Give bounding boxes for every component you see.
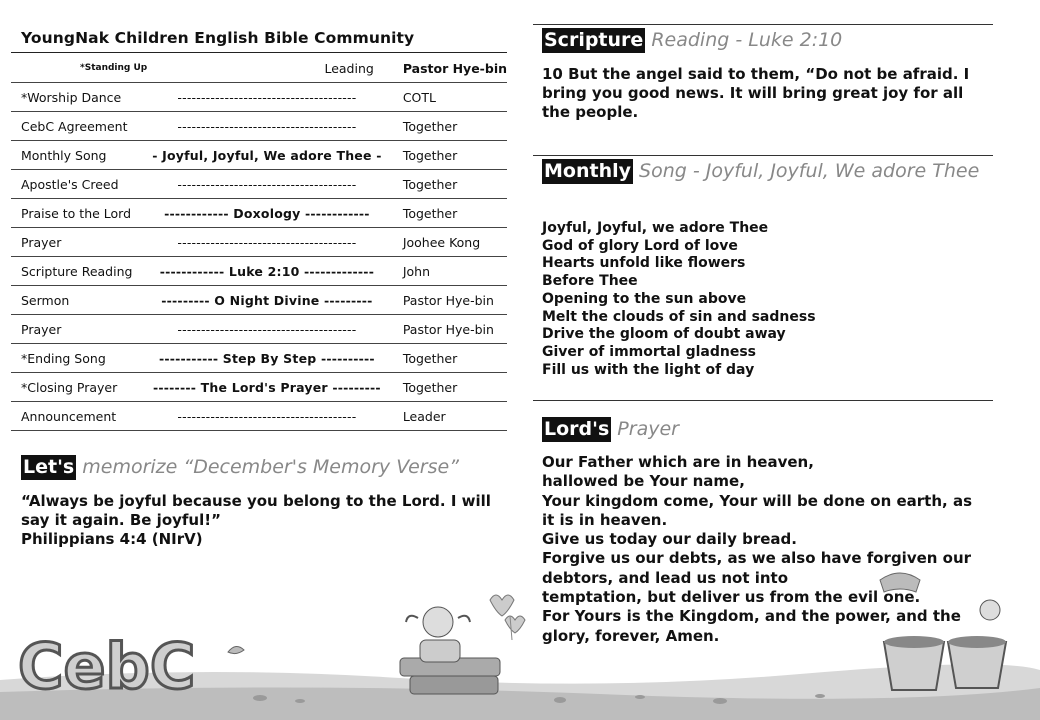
memory-verse-heading [21,456,459,478]
monthly-song-heading [542,160,979,182]
service-leader: COTL [382,83,507,112]
table-row [11,228,507,257]
song-line: Opening to the sun above [542,290,747,307]
prayer-line: For Yours is the Kingdom, and the power, and the glory, forever, Amen. [542,607,961,645]
table-header-row [11,54,507,83]
bulletin-title: YoungNak Children English Bible Community [21,29,415,47]
memory-verse-block [21,492,511,549]
service-item: Apostle's Creed [11,170,152,199]
song-line: Drive the gloom of doubt away [542,326,786,343]
service-detail: -------------------------------------- [152,170,382,199]
order-of-service-table [11,54,507,431]
service-item: Praise to the Lord [11,199,152,228]
service-item: *Ending Song [11,344,152,373]
scripture-top-rule [533,24,993,25]
prayer-line: Our Father which are in heaven, [542,453,814,471]
service-detail: --------- O Night Divine --------- [152,286,382,315]
service-item: Monthly Song [11,141,152,170]
table-row [11,257,507,286]
title-divider [11,52,507,53]
service-detail: ------------ Luke 2:10 ------------- [152,257,382,286]
service-detail: - Joyful, Joyful, We adore Thee - [152,141,382,170]
prayer-heading-text: Prayer [611,418,679,440]
scripture-heading-text: Reading - Luke 2:10 [645,29,843,51]
service-item: *Worship Dance [11,83,152,112]
prayer-line: temptation, but deliver us from the evil one. [542,588,921,607]
service-detail: -------------------------------------- [152,83,382,112]
prayer-heading-highlight: Lord's [544,418,610,440]
service-leader: Pastor Hye-bin [382,286,507,315]
service-leader: Together [382,344,507,373]
prayer-line: hallowed be Your name, [542,472,745,491]
scripture-heading-highlight: Scripture [544,29,644,51]
service-detail: -------------------------------------- [152,402,382,431]
table-row [11,286,507,315]
service-item: Scripture Reading [11,257,152,286]
service-item: Announcement [11,402,152,431]
lords-prayer-heading [542,418,679,440]
table-row [11,199,507,228]
song-lyrics [542,220,816,379]
cebc-logo: CebC [18,630,196,703]
song-heading-text: Song - Joyful, Joyful, We adore Thee [633,160,980,182]
service-leader: John [382,257,507,286]
service-detail: ----------- Step By Step ---------- [152,344,382,373]
sprout-icon [228,646,244,653]
memory-heading-highlight: Let's [23,456,75,478]
service-item: Prayer [11,228,152,257]
song-line: Joyful, Joyful, we adore Thee [542,220,769,236]
service-leader: Pastor Hye-bin [382,315,507,344]
leading-label: Leading [152,54,382,83]
footer-illustration [0,570,1040,720]
leading-pastor: Pastor Hye-bin [382,54,507,83]
table-row [11,112,507,141]
service-item: Sermon [11,286,152,315]
service-leader: Together [382,112,507,141]
table-row [11,83,507,112]
memory-verse-text: “Always be joyful because you belong to the Lord. I will say it again. Be joyful!” [21,492,491,529]
service-leader: Together [382,170,507,199]
song-line: God of glory Lord of love [542,237,738,254]
table-row [11,344,507,373]
song-line: Hearts unfold like flowers [542,255,746,272]
service-detail: -------------------------------------- [152,112,382,141]
service-detail: -------- The Lord's Prayer --------- [152,373,382,402]
song-line: Melt the clouds of sin and sadness [542,308,816,325]
heart-balloons-icon [490,595,525,640]
scripture-heading [542,29,842,51]
service-detail: ------------ Doxology ------------ [152,199,382,228]
service-leader: Joohee Kong [382,228,507,257]
standing-up-note: *Standing Up [11,54,152,83]
song-top-rule [533,155,993,156]
memory-heading-text: memorize “December's Memory Verse” [76,456,460,478]
order-rows [11,83,507,431]
table-row [11,373,507,402]
service-leader: Together [382,141,507,170]
service-item: Prayer [11,315,152,344]
service-leader: Together [382,373,507,402]
table-row [11,402,507,431]
song-line: Before Thee [542,273,638,290]
service-detail: -------------------------------------- [152,228,382,257]
song-line: Fill us with the light of day [542,361,755,378]
service-leader: Together [382,199,507,228]
song-line: Giver of immortal gladness [542,343,756,360]
song-heading-highlight: Monthly [544,160,631,182]
service-leader: Leader [382,402,507,431]
service-item: CebC Agreement [11,112,152,141]
table-row [11,315,507,344]
prayer-top-rule [533,400,993,401]
table-row [11,170,507,199]
service-item: *Closing Prayer [11,373,152,402]
prayer-line: Your kingdom come, Your will be done on earth, as it is in heaven. [542,491,972,529]
prayer-line: Forgive us our debts, as we also have forgiven our debtors, and lead us not into [542,549,972,587]
child-reading-icon [400,607,500,694]
table-row [11,141,507,170]
scripture-text: 10 But the angel said to them, “Do not be afraid. I bring you good news. It will bring great joy for all the people. [542,65,970,121]
prayer-line: Give us today our daily bread. [542,530,797,549]
service-detail: -------------------------------------- [152,315,382,344]
memory-verse-reference: Philippians 4:4 (NIrV) [21,530,203,548]
